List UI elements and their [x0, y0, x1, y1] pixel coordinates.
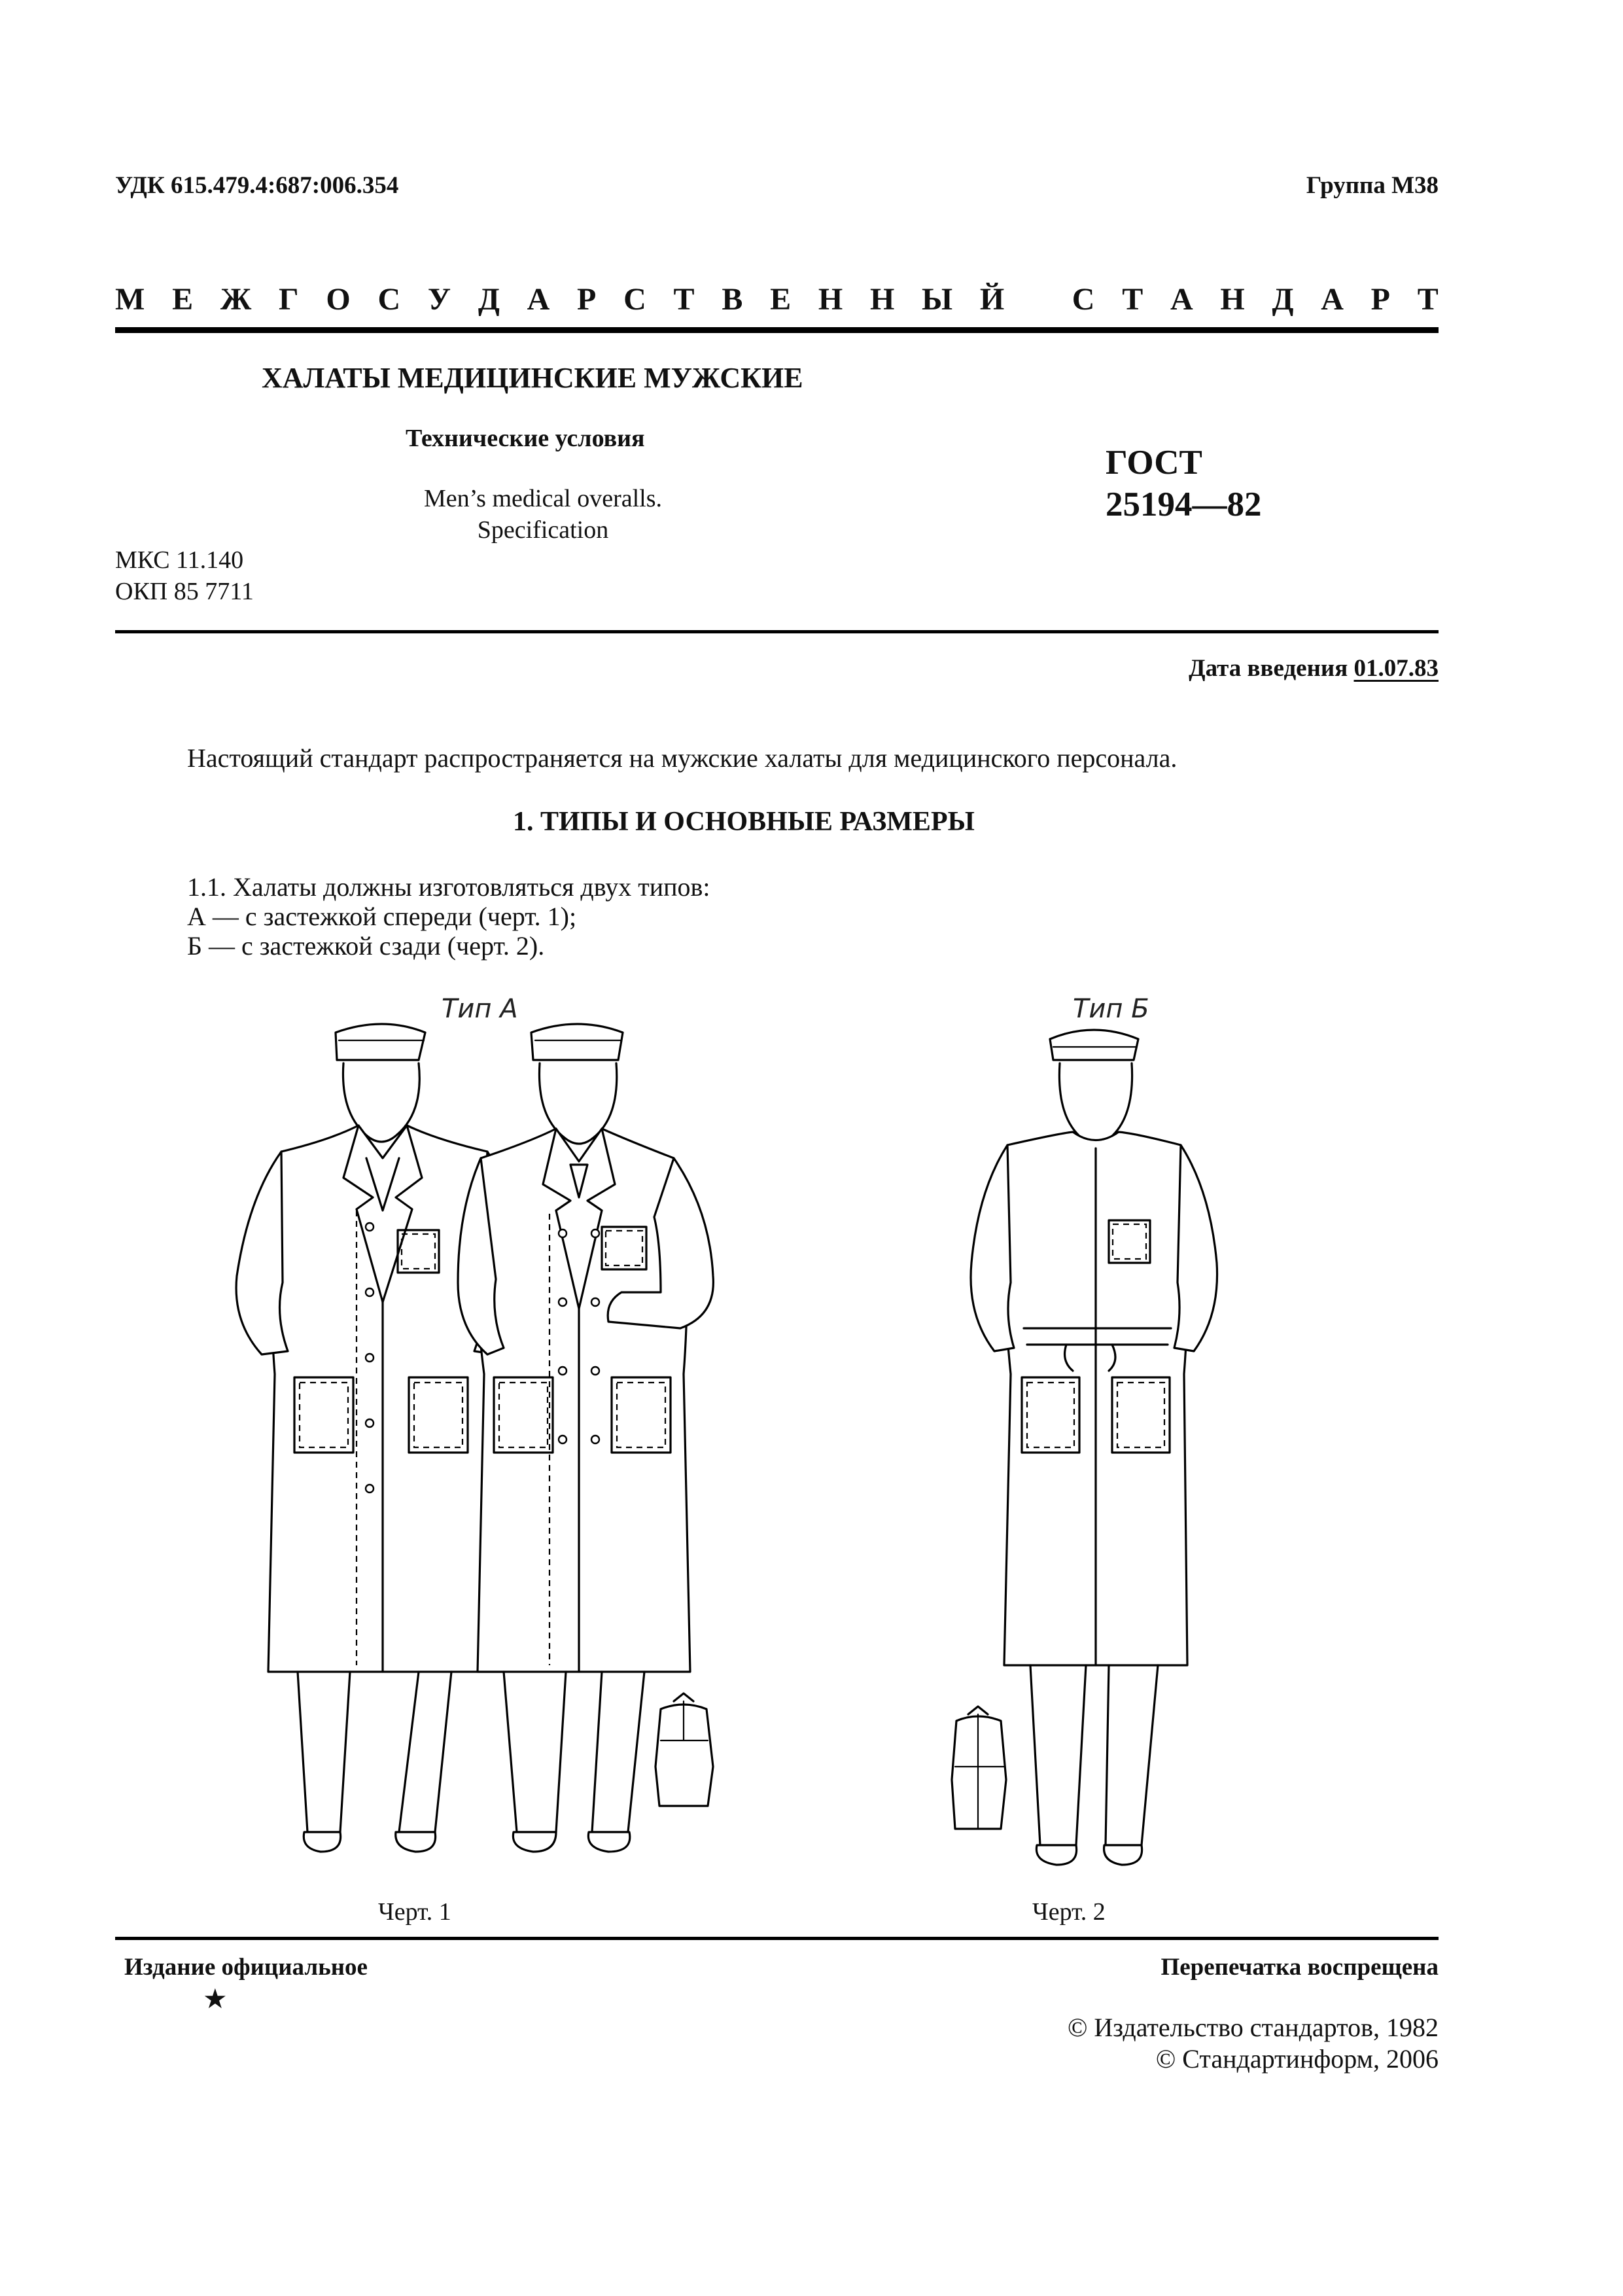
figure-1-caption: Черт. 1	[378, 1898, 451, 1926]
type-b-back-view	[952, 1706, 1006, 1829]
copyright-1982: © Издательство стандартов, 1982	[1067, 2013, 1439, 2042]
document-subtitle: Технические условия	[406, 425, 645, 452]
udk-code: УДК 615.479.4:687:006.354	[115, 172, 399, 199]
copyright-2006: © Стандартинформ, 2006	[1155, 2044, 1439, 2074]
scope-paragraph: Настоящий стандарт распространяется на мужские халаты для медицинского персонала.	[187, 743, 1178, 773]
figure-2-caption: Черт. 2	[1032, 1898, 1106, 1926]
gost-number: 25194—82	[1106, 486, 1262, 523]
intro-date-label: Дата введения	[1189, 655, 1348, 682]
footer-rule	[115, 1937, 1439, 1940]
type-b-text: Б — с застежкой сзади (черт. 2).	[187, 931, 545, 961]
okp-code: ОКП 85 7711	[115, 578, 254, 605]
copyright	[1068, 2012, 1439, 2075]
group-code: Группа М38	[1306, 172, 1439, 199]
mks-code: МКС 11.140	[115, 546, 244, 574]
title-english-line1: Men’s medical overalls.	[423, 485, 663, 512]
intro-date-value: 01.07.83	[1353, 655, 1439, 682]
section-title: 1. ТИПЫ И ОСНОВНЫЕ РАЗМЕРЫ	[513, 807, 975, 837]
official-star: ★	[203, 1985, 228, 2015]
reprint-notice: Перепечатка воспрещена	[1161, 1954, 1439, 1981]
man-3-drawing	[971, 1030, 1217, 1865]
gost-label: ГОСТ	[1106, 444, 1202, 482]
standard-banner: М Е Ж Г О С У Д А Р С Т В Е Н Н Ы Й С Т А Н Д А Р Т	[115, 282, 1439, 317]
type-a-label: Тип А	[442, 994, 518, 1024]
title-english-line2: Specification	[477, 516, 609, 544]
official-edition: Издание официальное	[124, 1954, 368, 1981]
type-a-text: А — с застежкой спереди (черт. 1);	[187, 902, 577, 931]
type-b-label: Тип Б	[1073, 994, 1149, 1024]
clause-1-1-text: 1.1. Халаты должны изготовляться двух типов:	[187, 872, 710, 902]
document-title: ХАЛАТЫ МЕДИЦИНСКИЕ МУЖСКИЕ	[262, 362, 803, 394]
